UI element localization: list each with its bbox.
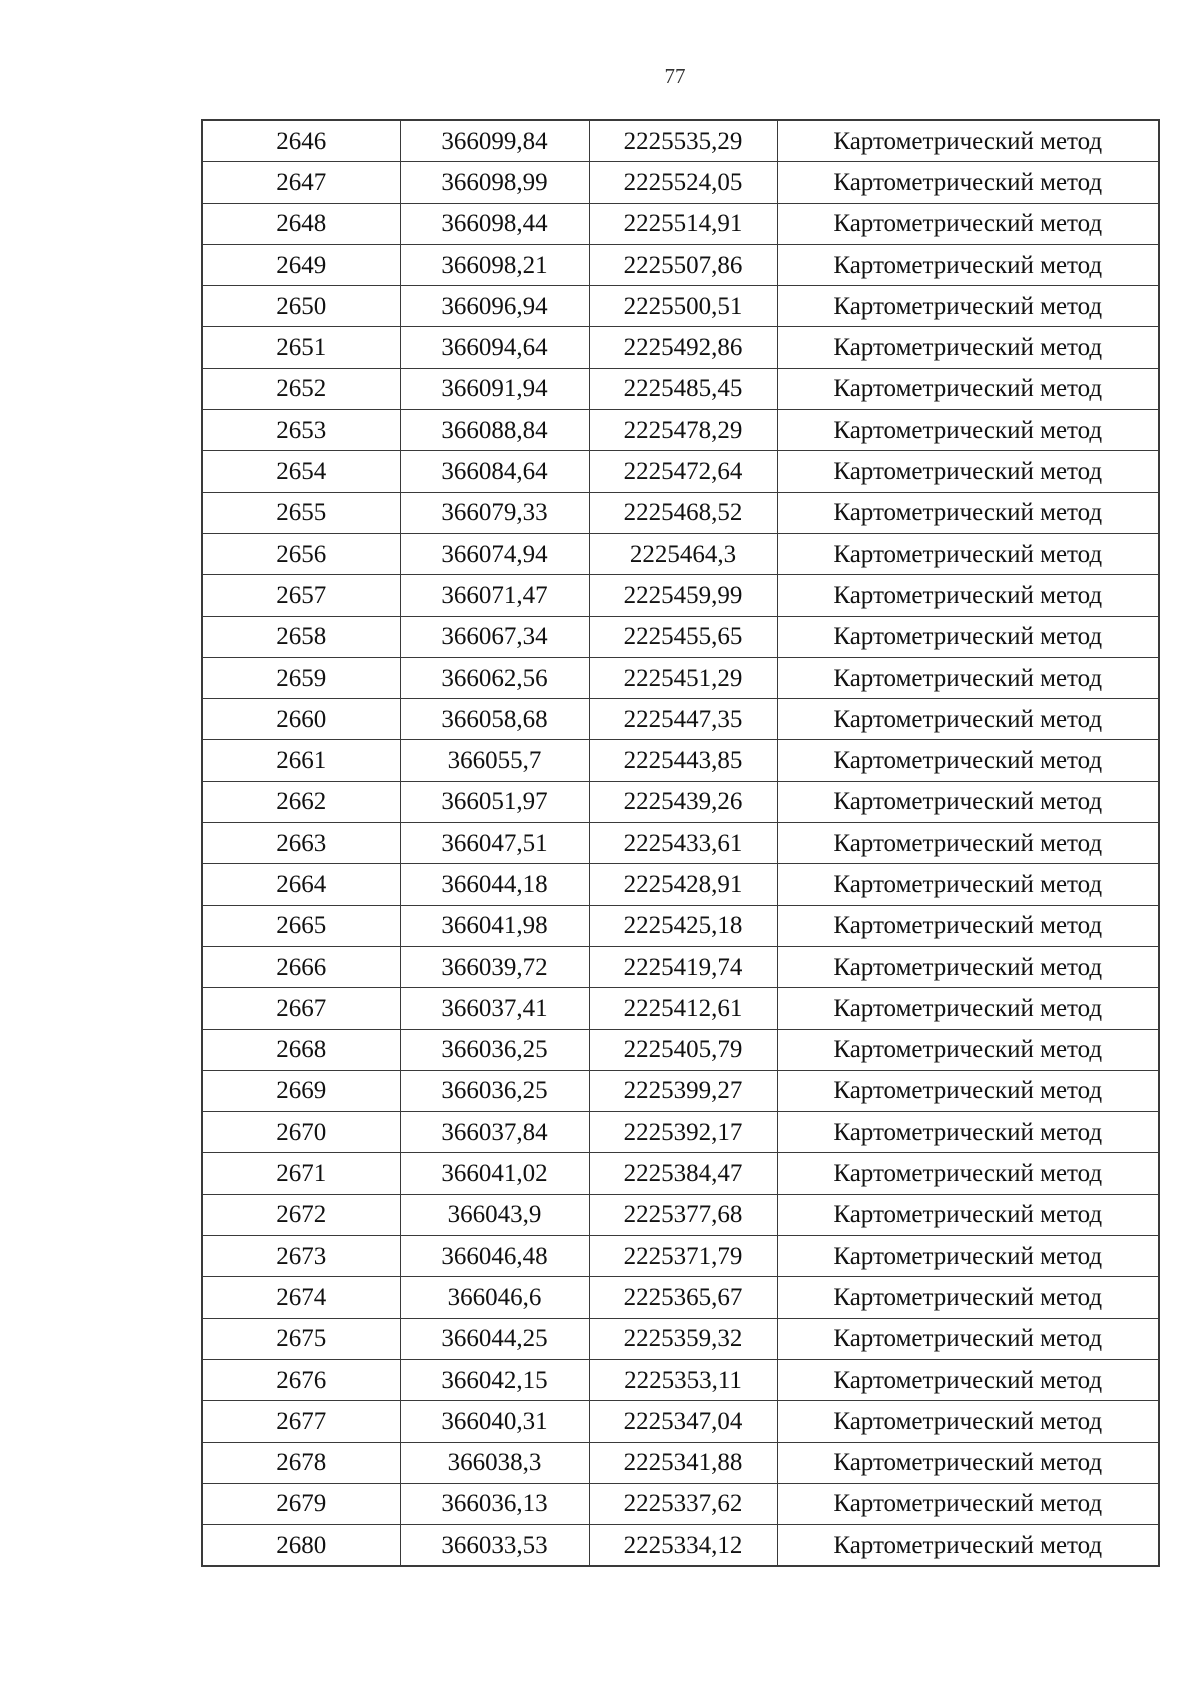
method-cell: Картометрический метод <box>777 410 1159 451</box>
point-number-cell: 2656 <box>202 533 400 574</box>
y-coordinate-cell: 2225514,91 <box>589 203 777 244</box>
y-coordinate-cell: 2225405,79 <box>589 1029 777 1070</box>
table-row <box>202 286 1159 327</box>
table-row <box>202 1277 1159 1318</box>
method-cell: Картометрический метод <box>777 616 1159 657</box>
method-cell: Картометрический метод <box>777 1401 1159 1442</box>
table-row <box>202 946 1159 987</box>
point-number-cell: 2675 <box>202 1318 400 1359</box>
y-coordinate-cell: 2225492,86 <box>589 327 777 368</box>
point-number-cell: 2651 <box>202 327 400 368</box>
table-row <box>202 1359 1159 1400</box>
point-number-cell: 2654 <box>202 451 400 492</box>
table-row <box>202 864 1159 905</box>
point-number-cell: 2649 <box>202 244 400 285</box>
method-cell: Картометрический метод <box>777 162 1159 203</box>
y-coordinate-cell: 2225365,67 <box>589 1277 777 1318</box>
y-coordinate-cell: 2225341,88 <box>589 1442 777 1483</box>
table-row <box>202 1153 1159 1194</box>
point-number-cell: 2664 <box>202 864 400 905</box>
y-coordinate-cell: 2225507,86 <box>589 244 777 285</box>
x-coordinate-cell: 366079,33 <box>400 492 589 533</box>
x-coordinate-cell: 366046,6 <box>400 1277 589 1318</box>
method-cell: Картометрический метод <box>777 1442 1159 1483</box>
method-cell: Картометрический метод <box>777 1359 1159 1400</box>
x-coordinate-cell: 366041,98 <box>400 905 589 946</box>
x-coordinate-cell: 366037,41 <box>400 988 589 1029</box>
table-row <box>202 120 1159 162</box>
point-number-cell: 2677 <box>202 1401 400 1442</box>
method-cell: Картометрический метод <box>777 905 1159 946</box>
x-coordinate-cell: 366044,25 <box>400 1318 589 1359</box>
point-number-cell: 2657 <box>202 575 400 616</box>
method-cell: Картометрический метод <box>777 946 1159 987</box>
method-cell: Картометрический метод <box>777 1318 1159 1359</box>
x-coordinate-cell: 366041,02 <box>400 1153 589 1194</box>
table-row <box>202 905 1159 946</box>
method-cell: Картометрический метод <box>777 1525 1159 1567</box>
y-coordinate-cell: 2225384,47 <box>589 1153 777 1194</box>
table-row <box>202 1194 1159 1235</box>
table-row <box>202 1029 1159 1070</box>
x-coordinate-cell: 366074,94 <box>400 533 589 574</box>
x-coordinate-cell: 366043,9 <box>400 1194 589 1235</box>
y-coordinate-cell: 2225425,18 <box>589 905 777 946</box>
method-cell: Картометрический метод <box>777 286 1159 327</box>
point-number-cell: 2665 <box>202 905 400 946</box>
x-coordinate-cell: 366037,84 <box>400 1112 589 1153</box>
y-coordinate-cell: 2225443,85 <box>589 740 777 781</box>
table-row <box>202 162 1159 203</box>
y-coordinate-cell: 2225353,11 <box>589 1359 777 1400</box>
point-number-cell: 2676 <box>202 1359 400 1400</box>
point-number-cell: 2679 <box>202 1483 400 1524</box>
table-row <box>202 823 1159 864</box>
method-cell: Картометрический метод <box>777 203 1159 244</box>
table-row <box>202 1236 1159 1277</box>
method-cell: Картометрический метод <box>777 1070 1159 1111</box>
table-row <box>202 410 1159 451</box>
y-coordinate-cell: 2225535,29 <box>589 120 777 162</box>
table-row <box>202 699 1159 740</box>
table-row <box>202 1318 1159 1359</box>
point-number-cell: 2655 <box>202 492 400 533</box>
y-coordinate-cell: 2225334,12 <box>589 1525 777 1567</box>
page-number: 77 <box>664 64 686 88</box>
method-cell: Картометрический метод <box>777 988 1159 1029</box>
point-number-cell: 2646 <box>202 120 400 162</box>
table-row <box>202 988 1159 1029</box>
y-coordinate-cell: 2225377,68 <box>589 1194 777 1235</box>
y-coordinate-cell: 2225455,65 <box>589 616 777 657</box>
table-row <box>202 1442 1159 1483</box>
method-cell: Картометрический метод <box>777 120 1159 162</box>
point-number-cell: 2672 <box>202 1194 400 1235</box>
table-row <box>202 616 1159 657</box>
x-coordinate-cell: 366094,64 <box>400 327 589 368</box>
method-cell: Картометрический метод <box>777 823 1159 864</box>
table-row <box>202 575 1159 616</box>
y-coordinate-cell: 2225478,29 <box>589 410 777 451</box>
point-number-cell: 2660 <box>202 699 400 740</box>
point-number-cell: 2648 <box>202 203 400 244</box>
x-coordinate-cell: 366062,56 <box>400 657 589 698</box>
table-row <box>202 781 1159 822</box>
method-cell: Картометрический метод <box>777 1153 1159 1194</box>
coordinates-table <box>201 119 1160 1567</box>
y-coordinate-cell: 2225524,05 <box>589 162 777 203</box>
x-coordinate-cell: 366051,97 <box>400 781 589 822</box>
x-coordinate-cell: 366039,72 <box>400 946 589 987</box>
table-row <box>202 1401 1159 1442</box>
y-coordinate-cell: 2225464,3 <box>589 533 777 574</box>
y-coordinate-cell: 2225439,26 <box>589 781 777 822</box>
x-coordinate-cell: 366098,44 <box>400 203 589 244</box>
x-coordinate-cell: 366067,34 <box>400 616 589 657</box>
method-cell: Картометрический метод <box>777 1194 1159 1235</box>
method-cell: Картометрический метод <box>777 864 1159 905</box>
x-coordinate-cell: 366040,31 <box>400 1401 589 1442</box>
x-coordinate-cell: 366091,94 <box>400 368 589 409</box>
table-row <box>202 244 1159 285</box>
y-coordinate-cell: 2225419,74 <box>589 946 777 987</box>
point-number-cell: 2669 <box>202 1070 400 1111</box>
point-number-cell: 2663 <box>202 823 400 864</box>
point-number-cell: 2653 <box>202 410 400 451</box>
method-cell: Картометрический метод <box>777 575 1159 616</box>
y-coordinate-cell: 2225472,64 <box>589 451 777 492</box>
x-coordinate-cell: 366036,13 <box>400 1483 589 1524</box>
table-row <box>202 203 1159 244</box>
table-row <box>202 492 1159 533</box>
point-number-cell: 2652 <box>202 368 400 409</box>
point-number-cell: 2659 <box>202 657 400 698</box>
method-cell: Картометрический метод <box>777 699 1159 740</box>
point-number-cell: 2673 <box>202 1236 400 1277</box>
x-coordinate-cell: 366036,25 <box>400 1070 589 1111</box>
point-number-cell: 2670 <box>202 1112 400 1153</box>
method-cell: Картометрический метод <box>777 327 1159 368</box>
y-coordinate-cell: 2225468,52 <box>589 492 777 533</box>
y-coordinate-cell: 2225451,29 <box>589 657 777 698</box>
y-coordinate-cell: 2225347,04 <box>589 1401 777 1442</box>
x-coordinate-cell: 366042,15 <box>400 1359 589 1400</box>
x-coordinate-cell: 366071,47 <box>400 575 589 616</box>
method-cell: Картометрический метод <box>777 1483 1159 1524</box>
table-row <box>202 1112 1159 1153</box>
table-row <box>202 1070 1159 1111</box>
y-coordinate-cell: 2225485,45 <box>589 368 777 409</box>
x-coordinate-cell: 366058,68 <box>400 699 589 740</box>
table-row <box>202 533 1159 574</box>
point-number-cell: 2661 <box>202 740 400 781</box>
x-coordinate-cell: 366055,7 <box>400 740 589 781</box>
point-number-cell: 2650 <box>202 286 400 327</box>
point-number-cell: 2678 <box>202 1442 400 1483</box>
y-coordinate-cell: 2225412,61 <box>589 988 777 1029</box>
x-coordinate-cell: 366036,25 <box>400 1029 589 1070</box>
method-cell: Картометрический метод <box>777 1112 1159 1153</box>
method-cell: Картометрический метод <box>777 781 1159 822</box>
method-cell: Картометрический метод <box>777 657 1159 698</box>
method-cell: Картометрический метод <box>777 1236 1159 1277</box>
method-cell: Картометрический метод <box>777 451 1159 492</box>
point-number-cell: 2680 <box>202 1525 400 1567</box>
x-coordinate-cell: 366038,3 <box>400 1442 589 1483</box>
method-cell: Картометрический метод <box>777 740 1159 781</box>
x-coordinate-cell: 366044,18 <box>400 864 589 905</box>
method-cell: Картометрический метод <box>777 1029 1159 1070</box>
table-row <box>202 1483 1159 1524</box>
x-coordinate-cell: 366099,84 <box>400 120 589 162</box>
table-row <box>202 368 1159 409</box>
y-coordinate-cell: 2225371,79 <box>589 1236 777 1277</box>
point-number-cell: 2667 <box>202 988 400 1029</box>
x-coordinate-cell: 366098,99 <box>400 162 589 203</box>
point-number-cell: 2668 <box>202 1029 400 1070</box>
point-number-cell: 2666 <box>202 946 400 987</box>
y-coordinate-cell: 2225399,27 <box>589 1070 777 1111</box>
method-cell: Картометрический метод <box>777 1277 1159 1318</box>
x-coordinate-cell: 366088,84 <box>400 410 589 451</box>
point-number-cell: 2647 <box>202 162 400 203</box>
method-cell: Картометрический метод <box>777 533 1159 574</box>
table-row <box>202 740 1159 781</box>
table-row <box>202 327 1159 368</box>
point-number-cell: 2671 <box>202 1153 400 1194</box>
x-coordinate-cell: 366084,64 <box>400 451 589 492</box>
y-coordinate-cell: 2225459,99 <box>589 575 777 616</box>
x-coordinate-cell: 366046,48 <box>400 1236 589 1277</box>
table-body <box>202 120 1159 1566</box>
y-coordinate-cell: 2225337,62 <box>589 1483 777 1524</box>
table-row <box>202 657 1159 698</box>
y-coordinate-cell: 2225433,61 <box>589 823 777 864</box>
x-coordinate-cell: 366033,53 <box>400 1525 589 1567</box>
y-coordinate-cell: 2225500,51 <box>589 286 777 327</box>
y-coordinate-cell: 2225359,32 <box>589 1318 777 1359</box>
method-cell: Картометрический метод <box>777 492 1159 533</box>
x-coordinate-cell: 366047,51 <box>400 823 589 864</box>
table-row <box>202 1525 1159 1567</box>
x-coordinate-cell: 366096,94 <box>400 286 589 327</box>
table-row <box>202 451 1159 492</box>
method-cell: Картометрический метод <box>777 244 1159 285</box>
y-coordinate-cell: 2225447,35 <box>589 699 777 740</box>
method-cell: Картометрический метод <box>777 368 1159 409</box>
x-coordinate-cell: 366098,21 <box>400 244 589 285</box>
point-number-cell: 2662 <box>202 781 400 822</box>
y-coordinate-cell: 2225428,91 <box>589 864 777 905</box>
y-coordinate-cell: 2225392,17 <box>589 1112 777 1153</box>
point-number-cell: 2674 <box>202 1277 400 1318</box>
point-number-cell: 2658 <box>202 616 400 657</box>
